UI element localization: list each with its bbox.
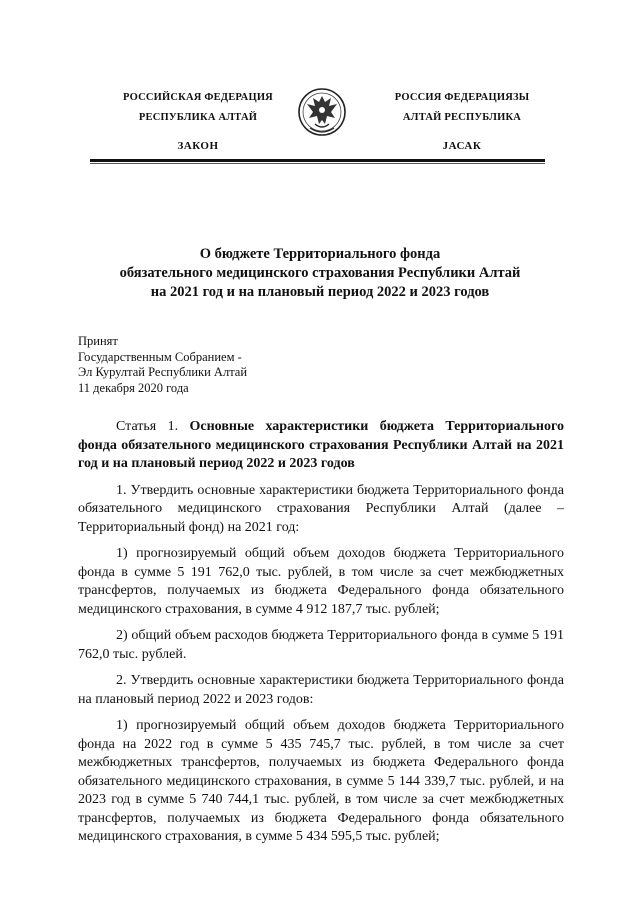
header-left (88, 88, 308, 156)
law-body (78, 418, 564, 855)
title-line-1: О бюджете Территориального фонда (199, 246, 441, 262)
adopted-date: 11 декабря 2020 года (78, 380, 189, 395)
header-left-country: РОССИЙСКАЯ ФЕДЕРАЦИЯ (123, 92, 273, 103)
header-rule-thin (90, 163, 545, 164)
adoption-note (78, 334, 378, 396)
paragraph-2: 2. Утвердить основные характеристики бюджета Территориального фонда на плановый период 2022 и 2023 годов: (78, 673, 564, 707)
article-1-heading (78, 418, 564, 474)
adopted-line-2: Государственным Собранием - (78, 349, 242, 364)
header-right-republic: АЛТАЙ РЕСПУБЛИКА (402, 112, 522, 123)
header-right-country: РОССИЯ ФЕДЕРАЦИЯЗЫ (394, 92, 530, 103)
adopted-line-1: Принят (78, 334, 118, 348)
header-right-law: JАСАК (442, 140, 482, 152)
paragraph-1: 1. Утвердить основные характеристики бюджета Территориального фонда обязательного медицинского страхования Республики Алтай (далее – Территориальный фонд) на 2021 год: (78, 482, 564, 535)
paragraph-1-item-2: 2) общий объем расходов бюджета Территориального фонда в сумме 5 191 762,0 тыс. рублей. (78, 628, 564, 662)
altai-coat-of-arms-icon (297, 84, 347, 140)
title-line-3: на 2021 год и на плановый период 2022 и 2023 годов (150, 284, 490, 300)
header-rule (90, 159, 545, 162)
adopted-line-3: Эл Курултай Республики Алтай (78, 365, 248, 379)
article-1-title: Основные характеристики бюджета Территориального фонда обязательного медицинского страхования Республики Алтай на 2021 год и на плановый период 2022 и 2023 годов (78, 419, 564, 471)
header-left-law: ЗАКОН (177, 140, 219, 152)
header-right (352, 88, 572, 156)
title-line-2: обязательного медицинского страхования Республики Алтай (119, 265, 521, 281)
paragraph-1-item-1: 1) прогнозируемый общий объем доходов бюджета Территориального фонда в сумме 5 191 762,0 тыс. рублей, в том числе за счет межбюджетных трансфертов, получаемых из бюджета Федерального фонда обязательного медицинского страхования, в сумме 4 912 187,7 тыс. рублей; (78, 546, 564, 617)
article-1-label: Статья 1. (116, 419, 179, 434)
paragraph-2-item-1: 1) прогнозируемый общий объем доходов бюджета Территориального фонда на 2022 год в сумме 5 435 745,7 тыс. рублей, в том числе за счет межбюджетных трансфертов, получаемых из бюджета Федерального фонда обязательного медицинского страхования, в сумме 5 144 339,7 тыс. рублей, и на 2023 год в сумме 5 740 744,1 тыс. рублей, в том числе за счет межбюджетных трансфертов, получаемых из бюджета Федерального фонда обязательного медицинского страхования, в сумме 5 434 595,5 тыс. рублей; (78, 718, 564, 844)
header-left-republic: РЕСПУБЛИКА АЛТАЙ (138, 112, 258, 123)
law-title (70, 245, 570, 302)
